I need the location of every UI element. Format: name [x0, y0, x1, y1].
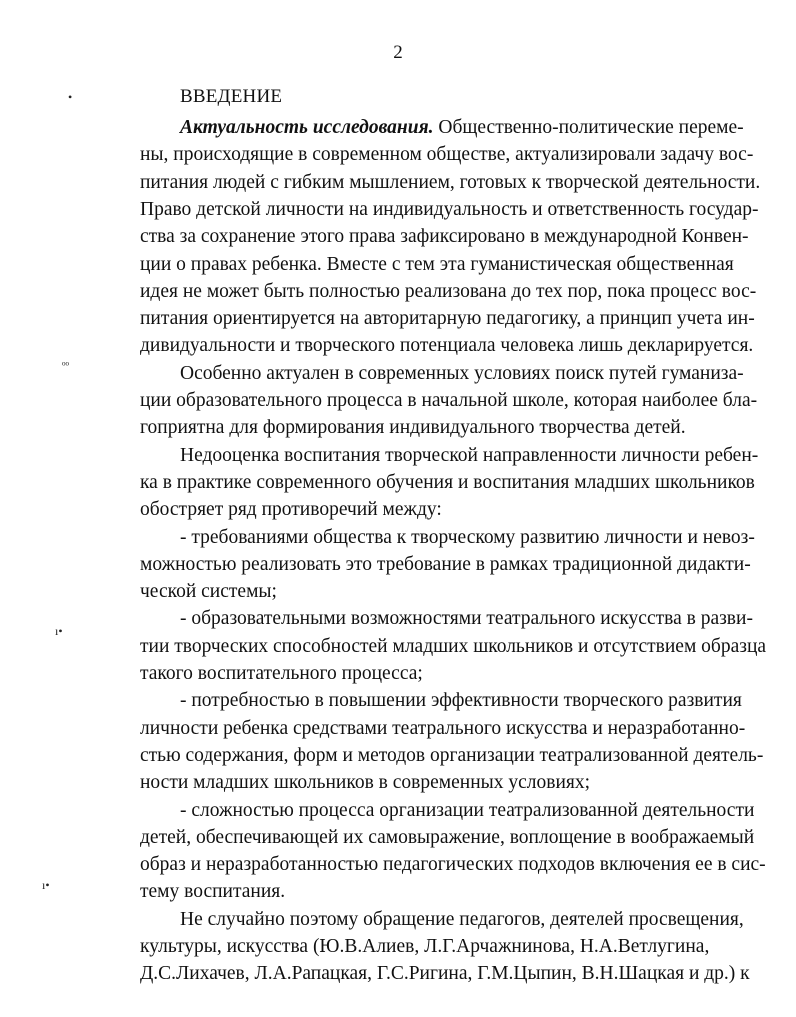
scan-mark: • — [68, 90, 73, 104]
bold-phrase: Актуальность исследования. — [180, 117, 434, 138]
section-heading: ВВЕДЕНИЕ — [180, 86, 283, 107]
text-line: ческой системы; — [140, 581, 277, 603]
text-line: ции о правах ребенка. Вместе с тем эта гуманистическая общественная — [140, 253, 734, 275]
text-line: тии творческих способностей младших школьников и отсутствием образца — [140, 635, 767, 657]
text-line: такого воспитательного процесса; — [140, 663, 423, 684]
text-line — [180, 115, 744, 141]
scan-mark: ı• — [55, 624, 63, 638]
text-line: культуры, искусства (Ю.В.Алиев, Л.Г.Арчажнинова, Н.А.Ветлугина, — [140, 936, 710, 957]
text-line: ка в практике современного обучения и воспитания младших школьников — [140, 471, 755, 493]
text-line: детей, обеспечивающей их самовыражение, воплощение в воображаемый — [140, 826, 755, 848]
text-line: обостряет ряд противоречий между: — [140, 499, 442, 521]
text-line: стью содержания, форм и методов организации театрализованной деятель- — [140, 744, 764, 766]
text-line: - требованиями общества к творческому развитию личности и невоз- — [180, 526, 755, 548]
scan-mark: ı• — [42, 878, 50, 892]
text-line: образ и неразработанностью педагогических подходов включения ее в сис- — [140, 854, 766, 876]
text-line: ства за сохранение этого права зафиксировано в международной Конвен- — [140, 226, 749, 248]
text-line: ности младших школьников в современных условиях; — [140, 772, 591, 794]
text-line: можностью реализовать это требование в рамках традиционной дидакти- — [140, 553, 751, 575]
text-line: ны, происходящие в современном обществе, актуализировали задачу вос- — [140, 144, 754, 166]
line-text: Общественно-политические переме- — [433, 117, 744, 138]
text-line: питания ориентируется на авторитарную педагогику, а принцип учета ин- — [140, 308, 755, 330]
text-line: ции образовательного процесса в начальной школе, которая наиболее бла- — [140, 390, 758, 411]
text-line: идея не может быть полностью реализована до тех пор, пока процесс вос- — [140, 280, 757, 302]
text-line: личности ребенка средствами театрального искусства и неразработанно- — [140, 717, 746, 739]
text-line: - образовательными возможностями театрального искусства в разви- — [180, 608, 753, 630]
text-line: - сложностью процесса организации театрализованной деятельности — [180, 799, 755, 821]
scan-mark: ᵒᵒ — [62, 358, 69, 372]
text-line: питания людей с гибким мышлением, готовых к творческой деятельности. — [140, 171, 761, 193]
text-line: Д.С.Лихачев, Л.А.Рапацкая, Г.С.Ригина, Г.М.Цыпин, В.Н.Шацкая и др.) к — [140, 963, 750, 985]
text-line: Не случайно поэтому обращение педагогов, деятелей просвещения, — [180, 908, 744, 930]
text-line: тему воспитания. — [140, 881, 286, 903]
text-line: Недооценка воспитания творческой направленности личности ребен- — [180, 444, 759, 466]
text-line: Особенно актуален в современных условиях поиск путей гуманиза- — [180, 362, 744, 384]
text-line: - потребностью в повышении эффективности творческого развития — [180, 690, 742, 712]
text-line: гоприятна для формирования индивидуального творчества детей. — [140, 417, 686, 439]
text-line: Право детской личности на индивидуальность и ответственность государ- — [140, 198, 759, 220]
page-number: 2 — [393, 42, 403, 63]
text-line: дивидуальности и творческого потенциала человека лишь декларируется. — [140, 335, 754, 357]
